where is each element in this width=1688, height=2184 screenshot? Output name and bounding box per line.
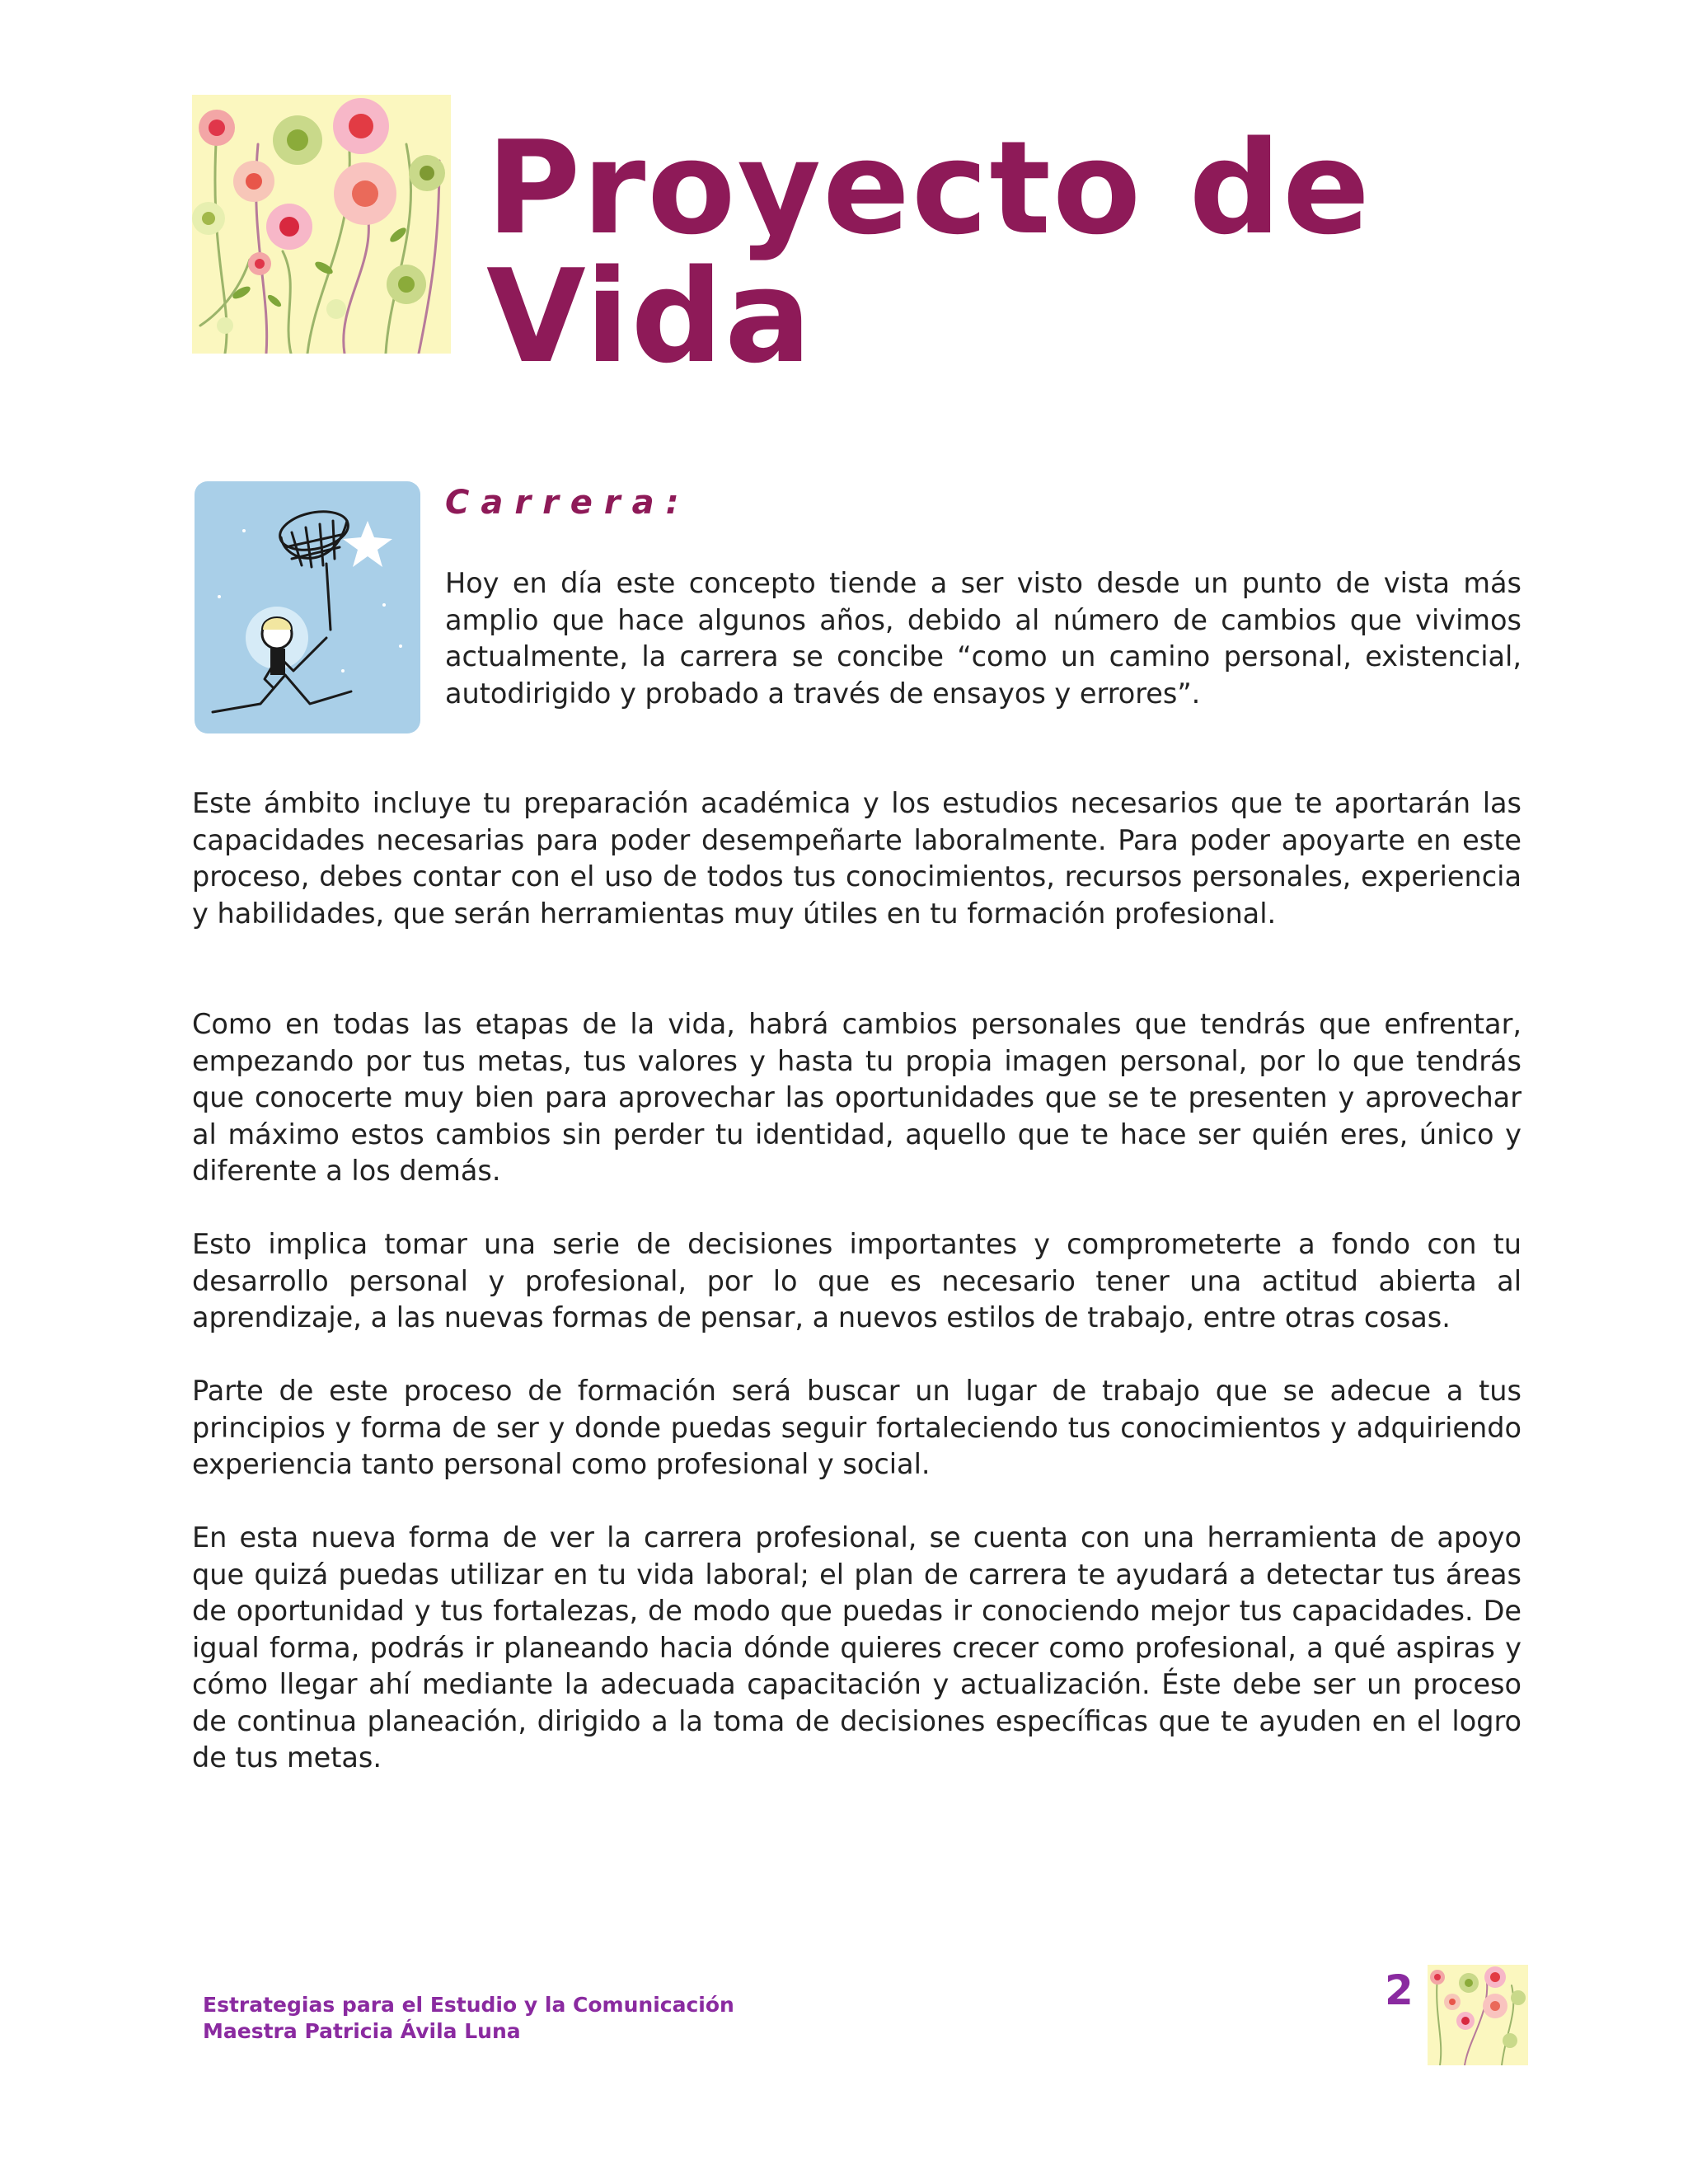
flowers-illustration [192,95,451,354]
body-paragraph: Esto implica tomar una serie de decisiones importantes y comprometerte a fondo con tu desarrollo personal y profesional, por lo que es necesario tener una actitud abierta al aprendizaje, a las nuevas formas de pensar, a nuevos estilos de trabajo, entre otras cosas. [192,1228,1522,1333]
body-paragraph: Como en todas las etapas de la vida, habrá cambios personales que tendrás que enfrentar, empezando por tus metas, tus valores y hasta tu propia imagen personal, por lo que tendrás que conocerte muy bien para aprovechar las oportunidades que se te presenten y aprovechar al máximo estos cambios sin perder tu identidad, aquello que te hace ser quién eres, único y diferente a los demás. [192,1008,1522,1187]
body-paragraph: Parte de este proceso de formación será buscar un lugar de trabajo que se adecue a tus principios y forma de ser y donde puedas seguir fortaleciendo tus conocimientos y adquiriendo experiencia tanto personal como profesional y social. [192,1375,1522,1480]
footer-course: Estrategias para el Estudio y la Comunicación [203,1993,734,2017]
flowers-thumbnail [1428,1965,1528,2065]
page-number: 2 [1385,1966,1414,2014]
section-intro: Hoy en día este concepto tiende a ser visto desde un punto de vista más amplio que hace algunos años, debido al número de cambios que vivimos actualmente, la carrera se concibe “como un camino personal, existencial, autodirigido y probado a través de ensayos y errores”. [445,567,1522,710]
section-heading: Carrera: [445,484,691,522]
footer-author: Maestra Patricia Ávila Luna [203,2019,521,2043]
page-title: Proyecto de Vida [486,113,1372,391]
body-paragraph: Este ámbito incluye tu preparación académica y los estudios necesarios que te aportarán las capacidades necesarias para poder desempeñarte laboralmente. Para poder apoyarte en este proceso, debes contar con el uso de todos tus conocimientos, recursos personales, experiencia y habilidades, que serán herramientas muy útiles en tu formación profesional. [192,787,1522,930]
body-paragraph: En esta nueva forma de ver la carrera profesional, se cuenta con una herramienta de apoyo que quizá puedas utilizar en tu vida laboral; el plan de carrera te ayudará a detectar tus áreas de oportunidad y tus fortalezas, de modo que puedas ir conociendo mejor tus capacidades. De igual forma, podrás ir planeando hacia dónde quieres crecer como profesional, a qué aspiras y cómo llegar ahí mediante la adecuada capacitación y actualización. Éste debe ser un proceso de continua planeación, dirigido a la toma de decisiones específicas que te ayuden en el logro de tus metas. [192,1521,1522,1774]
butterfly-net-illustration [195,481,420,733]
